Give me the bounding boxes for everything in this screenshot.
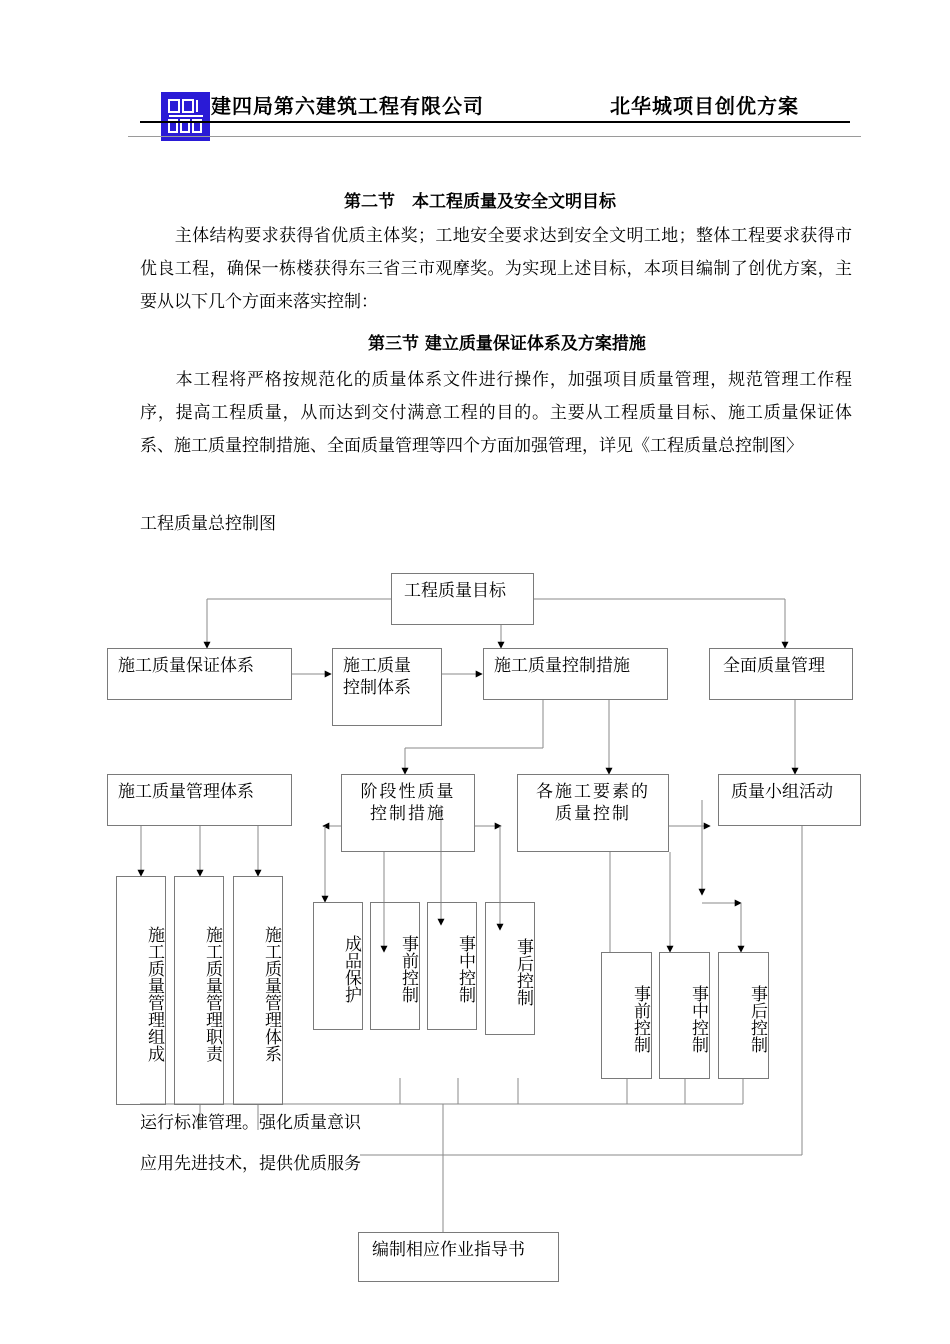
element-control-box [517,774,669,852]
element-col-label: 事前控制 [630,984,650,1053]
stage-measures-label: 阶段性质量控制措施 [360,782,456,824]
stage-col-label: 成品保护 [341,935,361,1003]
element-col-mid-control [659,952,710,1079]
stage-col-label: 事后控制 [513,937,533,1006]
stage-col-product-protection [313,902,363,1030]
stage-measures-box [341,774,475,852]
tqm-box [709,648,853,700]
diagram-caption: 工程质量总控制图 [140,514,276,534]
note-standard-management: 运行标准管理。强化质量意识 [140,1113,361,1133]
mgmt-col-label: 施工质量管理体系 [261,925,281,1062]
control-measures-label: 施工质量控制措施 [494,656,630,676]
management-system-box [107,774,292,826]
mgmt-col-label: 施工质量管理组成 [144,925,164,1062]
project-title: 北华城项目创优方案 [610,94,799,118]
element-col-pre-control [601,952,652,1079]
mgmt-col-duties [174,876,224,1105]
element-col-label: 事中控制 [688,984,708,1053]
qc-activity-label: 质量小组活动 [731,782,833,802]
management-system-label: 施工质量管理体系 [118,782,254,802]
section3-paragraph: 本工程将严格按规范化的质量体系文件进行操作，加强项目质量管理，规范管理工作程序，提高工程质量，从而达到交付满意工程的目的。主要从工程质量目标、施工质量保证体系、施工质量控制措施、全面质量管理等四个方面加强管理，详见《工程质量总控制图〉 [140,370,852,456]
tqm-label: 全面质量管理 [723,656,825,676]
control-measures-box [483,648,668,700]
stage-col-pre-control [370,902,420,1030]
element-col-post-control [718,952,769,1079]
stage-col-mid-control [427,902,477,1030]
assurance-system-label: 施工质量保证体系 [118,656,254,676]
assurance-system-box [107,648,292,700]
mgmt-col-system [233,876,283,1105]
work-instruction-label: 编制相应作业指导书 [372,1240,525,1260]
mgmt-col-composition [116,876,166,1105]
control-system-label: 施工质量控制体系 [343,656,411,698]
goal-label: 工程质量目标 [404,581,506,601]
stage-col-label: 事中控制 [455,935,475,1003]
stage-col-label: 事前控制 [398,935,418,1003]
section2-heading: 第二节 本工程质量及安全文明目标 [344,192,616,212]
work-instruction-box [358,1232,559,1282]
goal-box [391,573,534,625]
company-name: 建四局第六建筑工程有限公司 [211,94,484,118]
stage-col-post-control [485,902,535,1035]
section2-paragraph: 主体结构要求获得省优质主体奖；工地安全要求达到安全文明工地；整体工程要求获得市优良工程，确保一栋楼获得东三省三市观摩奖。为实现上述目标，本项目编制了创优方案，主要从以下几个方面来落实控制： [140,226,852,312]
qc-activity-box [718,774,861,826]
element-control-label: 各施工要素的质量控制 [536,782,650,824]
mgmt-col-label: 施工质量管理职责 [202,925,222,1062]
note-advanced-technology: 应用先进技术，提供优质服务 [140,1154,361,1174]
section3-heading: 第三节 建立质量保证体系及方案措施 [368,334,646,354]
element-col-label: 事后控制 [747,984,767,1053]
control-system-box [332,648,442,726]
